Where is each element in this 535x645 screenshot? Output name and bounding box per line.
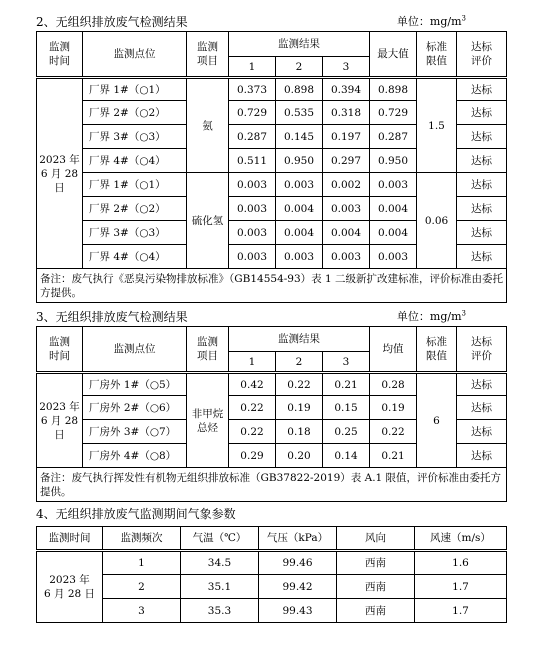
temp-cell: 34.5 [181,551,259,575]
hdr-result: 监测结果 [229,327,370,352]
item-cell: 氨 [187,78,229,173]
freq-cell: 3 [103,599,181,623]
item-cell: 硫化氢 [187,173,229,269]
avg-cell: 0.28 [370,373,417,396]
hdr-col-2: 2 [276,57,323,78]
section-3-title: 3、无组织排放废气检测结果 [36,310,188,324]
table-row [37,551,507,575]
freq-cell: 1 [103,551,181,575]
max-cell: 0.729 [370,101,417,125]
point-cell: 厂房外 4#（○8） [83,444,187,468]
unit-label: 单位：mg/m [396,310,462,323]
hdr-pressure: 气压（kPa） [259,527,337,551]
hdr-col-3: 3 [323,352,370,373]
table-row [37,373,507,396]
eval-cell: 达标 [457,373,507,396]
value-cell: 0.729 [229,101,276,125]
point-cell: 厂界 1#（○1） [83,173,187,197]
hdr-point: 监测点位 [83,32,187,78]
value-cell: 0.003 [276,173,323,197]
point-cell: 厂界 3#（○3） [83,125,187,149]
value-cell: 0.29 [229,444,276,468]
value-cell: 0.287 [229,125,276,149]
max-cell: 0.950 [370,149,417,173]
value-cell: 0.003 [229,173,276,197]
pressure-cell: 99.42 [259,575,337,599]
value-cell: 0.22 [276,373,323,396]
value-cell: 0.003 [229,245,276,269]
table-row [37,78,507,101]
hdr-eval: 达标 评价 [457,32,507,78]
value-cell: 0.20 [276,444,323,468]
date-cell: 2023 年 6 月 28 日 [37,373,83,468]
value-cell: 0.15 [323,396,370,420]
value-cell: 0.003 [323,197,370,221]
hdr-eval: 达标 评价 [457,327,507,373]
table-row [37,575,507,599]
section-2-note: 备注：废气执行《恶臭污染物排放标准》（GB14554-93）表 1 二级新扩改建标准，评价标准由委托方提供。 [37,269,507,303]
temp-cell: 35.1 [181,575,259,599]
eval-cell: 达标 [457,173,507,197]
wind-direction-cell: 西南 [337,599,415,623]
value-cell: 0.373 [229,78,276,101]
date-cell: 2023 年 6 月 28 日 [37,551,103,623]
eval-cell: 达标 [457,78,507,101]
value-cell: 0.004 [323,221,370,245]
hdr-wind-speed: 风速（m/s） [415,527,507,551]
value-cell: 0.22 [229,396,276,420]
limit-cell: 6 [417,373,457,468]
item-cell: 非甲烷 总烃 [187,373,229,468]
wind-direction-cell: 西南 [337,551,415,575]
hdr-max: 最大值 [370,32,417,78]
avg-cell: 0.22 [370,420,417,444]
section-2-header [36,13,506,31]
eval-cell: 达标 [457,396,507,420]
hdr-time: 监测 时间 [37,327,83,373]
value-cell: 0.003 [229,197,276,221]
hdr-col-3: 3 [323,57,370,78]
unit-superscript: 3 [461,14,466,23]
point-cell: 厂界 4#（○4） [83,245,187,269]
hdr-wind-direction: 风向 [337,527,415,551]
limit-cell: 1.5 [417,78,457,173]
hdr-avg: 均值 [370,327,417,373]
point-cell: 厂房外 1#（○5） [83,373,187,396]
unit-label: 单位：mg/m [396,15,462,28]
value-cell: 0.19 [276,396,323,420]
hdr-time: 监测 时间 [37,32,83,78]
eval-cell: 达标 [457,245,507,269]
limit-cell: 0.06 [417,173,457,269]
hdr-col-2: 2 [276,352,323,373]
value-cell: 0.004 [276,197,323,221]
section-4 [36,505,506,623]
point-cell: 厂界 3#（○3） [83,221,187,245]
wind-speed-cell: 1.7 [415,575,507,599]
section-2-table [36,31,507,303]
section-2-title: 2、无组织排放废气检测结果 [36,15,188,29]
max-cell: 0.004 [370,221,417,245]
value-cell: 0.003 [229,221,276,245]
freq-cell: 2 [103,575,181,599]
section-3-unit [397,308,466,326]
hdr-result: 监测结果 [229,32,370,57]
value-cell: 0.42 [229,373,276,396]
hdr-time: 监测时间 [37,527,103,551]
max-cell: 0.287 [370,125,417,149]
max-cell: 0.003 [370,245,417,269]
value-cell: 0.511 [229,149,276,173]
wind-speed-cell: 1.7 [415,599,507,623]
value-cell: 0.394 [323,78,370,101]
hdr-col-1: 1 [229,57,276,78]
point-cell: 厂界 2#（○2） [83,101,187,125]
wind-direction-cell: 西南 [337,575,415,599]
value-cell: 0.002 [323,173,370,197]
hdr-point: 监测点位 [83,327,187,373]
point-cell: 厂房外 3#（○7） [83,420,187,444]
eval-cell: 达标 [457,101,507,125]
value-cell: 0.297 [323,149,370,173]
value-cell: 0.14 [323,444,370,468]
avg-cell: 0.21 [370,444,417,468]
hdr-limit: 标准 限值 [417,327,457,373]
section-3-table [36,326,507,502]
section-3 [36,308,506,502]
point-cell: 厂界 2#（○2） [83,197,187,221]
eval-cell: 达标 [457,149,507,173]
eval-cell: 达标 [457,125,507,149]
avg-cell: 0.19 [370,396,417,420]
point-cell: 厂界 4#（○4） [83,149,187,173]
point-cell: 厂房外 2#（○6） [83,396,187,420]
table-row [37,599,507,623]
hdr-limit: 标准 限值 [417,32,457,78]
value-cell: 0.197 [323,125,370,149]
max-cell: 0.003 [370,173,417,197]
value-cell: 0.950 [276,149,323,173]
section-2 [36,13,506,303]
hdr-item: 监测 项目 [187,327,229,373]
value-cell: 0.003 [276,245,323,269]
point-cell: 厂界 1#（○1） [83,78,187,101]
date-cell: 2023 年 6 月 28 日 [37,78,83,269]
hdr-temp: 气温（℃） [181,527,259,551]
value-cell: 0.898 [276,78,323,101]
eval-cell: 达标 [457,197,507,221]
wind-speed-cell: 1.6 [415,551,507,575]
section-3-header [36,308,506,326]
table-row [37,173,507,197]
value-cell: 0.21 [323,373,370,396]
value-cell: 0.18 [276,420,323,444]
value-cell: 0.535 [276,101,323,125]
section-3-note: 备注：废气执行挥发性有机物无组织排放标准（GB37822-2019）表 A.1 限值，评价标准由委托方提供。 [37,468,507,502]
section-2-unit [397,13,466,31]
section-4-table [36,526,507,623]
max-cell: 0.004 [370,197,417,221]
section-4-title: 4、无组织排放废气监测期间气象参数 [36,507,236,521]
value-cell: 0.004 [276,221,323,245]
value-cell: 0.22 [229,420,276,444]
value-cell: 0.25 [323,420,370,444]
eval-cell: 达标 [457,420,507,444]
value-cell: 0.003 [323,245,370,269]
eval-cell: 达标 [457,221,507,245]
hdr-freq: 监测频次 [103,527,181,551]
eval-cell: 达标 [457,444,507,468]
section-4-header [36,505,506,523]
value-cell: 0.318 [323,101,370,125]
pressure-cell: 99.43 [259,599,337,623]
unit-superscript: 3 [461,309,466,318]
hdr-item: 监测 项目 [187,32,229,78]
hdr-col-1: 1 [229,352,276,373]
value-cell: 0.145 [276,125,323,149]
max-cell: 0.898 [370,78,417,101]
temp-cell: 35.3 [181,599,259,623]
pressure-cell: 99.46 [259,551,337,575]
